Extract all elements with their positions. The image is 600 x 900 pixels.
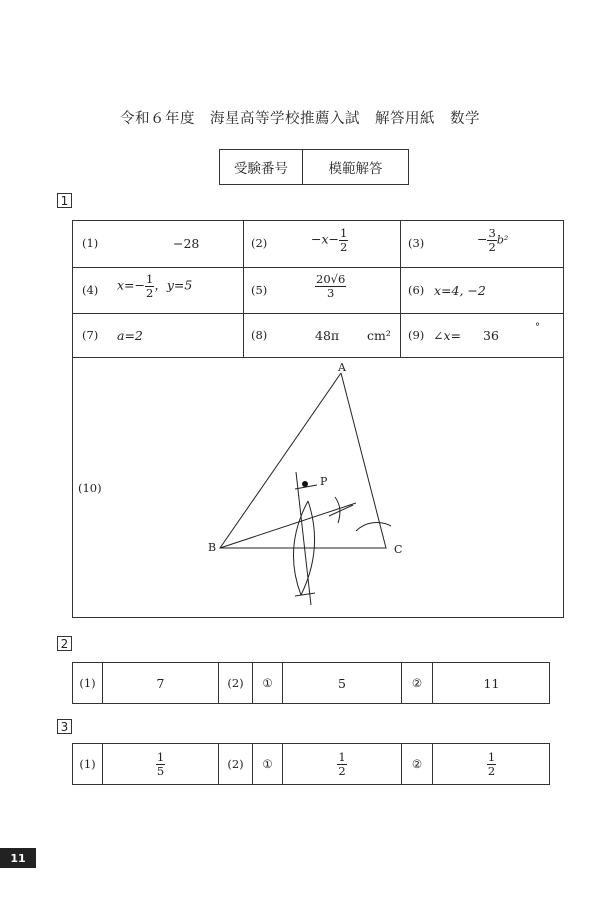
- q4-numerator: 1: [146, 272, 154, 286]
- q4-x: x=−: [117, 277, 145, 293]
- exam-id-label: 受験番号: [220, 150, 303, 184]
- q6-answer: x=4, −2: [434, 283, 486, 298]
- q2-answer: [311, 227, 348, 253]
- s2-q2-answer2: 11: [483, 675, 500, 691]
- q5-answer: [315, 273, 346, 299]
- s3-q2-fraction1: [337, 751, 346, 777]
- q2-denominator: 2: [340, 239, 348, 254]
- s3-q2-numerator1: 1: [338, 749, 346, 764]
- q4-answer: [117, 273, 192, 299]
- section-3-number: 3: [57, 719, 72, 734]
- s3-q2-denominator2: 2: [487, 763, 496, 778]
- q8-unit: cm²: [367, 328, 391, 343]
- q9-answer: 36: [483, 328, 499, 343]
- q9-label: (9): [408, 328, 425, 342]
- s3-q2-fraction2: [487, 751, 496, 777]
- s3-q2-denominator1: 2: [338, 763, 346, 778]
- perpendicular-bisector: [296, 472, 311, 605]
- s2-q1-label: (1): [79, 676, 96, 690]
- q4-fraction: [145, 273, 154, 299]
- s2-q2-answer1: 5: [338, 675, 346, 691]
- point-b-label: B: [208, 541, 217, 554]
- q3-denominator: 2: [488, 239, 496, 254]
- exam-id-value: 模範解答: [328, 161, 383, 177]
- s2-q1-answer: 7: [156, 675, 165, 691]
- q10-construction-figure: [73, 358, 563, 617]
- point-c-label: C: [394, 543, 403, 556]
- s2-q2-label: (2): [227, 676, 244, 690]
- q8-label: (8): [251, 328, 268, 342]
- s3-q1-label: (1): [79, 757, 96, 771]
- q3-label: (3): [408, 236, 425, 250]
- q10-label: (10): [78, 481, 102, 495]
- q8-answer: 48π: [315, 328, 340, 343]
- point-p-dot: [302, 481, 308, 487]
- q1-label: (1): [82, 236, 99, 250]
- q3-suffix: b²: [496, 233, 509, 247]
- q3-answer: [477, 227, 508, 253]
- arc-at-c: [356, 522, 391, 531]
- q9-prefix: ∠x=: [433, 328, 461, 343]
- page-number: 11: [0, 848, 36, 868]
- section-3-row: [72, 743, 550, 785]
- point-p-label: P: [320, 475, 328, 488]
- s3-q2-answer2: [433, 744, 550, 784]
- s3-q2-numerator2: 1: [487, 749, 496, 764]
- section-1-grid: [72, 220, 564, 618]
- q2-numerator: 1: [340, 226, 348, 240]
- q5-label: (5): [251, 283, 268, 297]
- s3-q2-label: (2): [227, 757, 244, 771]
- q3-numerator: 3: [488, 226, 496, 240]
- s3-q2-answer1: [283, 744, 401, 784]
- exam-id-box: [219, 149, 409, 185]
- q5-fraction: [315, 273, 346, 299]
- s3-q1-fraction: [156, 751, 165, 777]
- triangle-abc: [220, 373, 386, 548]
- q3-prefix: −: [477, 231, 488, 247]
- q5-numerator: 20√6: [316, 272, 346, 286]
- q7-answer: a=2: [117, 328, 143, 343]
- section-2-number: 2: [57, 636, 72, 651]
- point-a-label: A: [338, 361, 346, 374]
- q2-label: (2): [251, 236, 268, 250]
- q4-label: (4): [82, 283, 99, 297]
- section-1-number: 1: [57, 193, 72, 208]
- q5-denominator: 3: [326, 285, 335, 300]
- q4-denominator: 2: [146, 285, 154, 300]
- q2-fraction: [339, 227, 348, 253]
- q7-label: (7): [82, 328, 99, 342]
- q1-answer: −28: [173, 236, 200, 251]
- s2-q2-sub1: ①: [262, 676, 273, 690]
- q4-y: ，y=5: [154, 277, 193, 293]
- q6-label: (6): [408, 283, 425, 297]
- bisector-line: [220, 503, 356, 548]
- q3-fraction: [487, 227, 496, 253]
- page-title: 令和６年度 海星高等学校推薦入試 解答用紙 数学: [120, 111, 480, 127]
- s3-q2-sub2: ②: [411, 757, 423, 771]
- arc-tick-bottom: [295, 593, 315, 596]
- q2-prefix: −x−: [311, 231, 339, 247]
- s3-q1-denominator: 5: [156, 763, 165, 778]
- s3-q1-answer: [103, 744, 218, 784]
- section-2-row: [72, 662, 550, 704]
- s2-q2-sub2: ②: [411, 676, 423, 690]
- q9-unit: °: [535, 322, 540, 333]
- s3-q2-sub1: ①: [262, 757, 273, 771]
- s3-q1-numerator: 1: [156, 749, 165, 764]
